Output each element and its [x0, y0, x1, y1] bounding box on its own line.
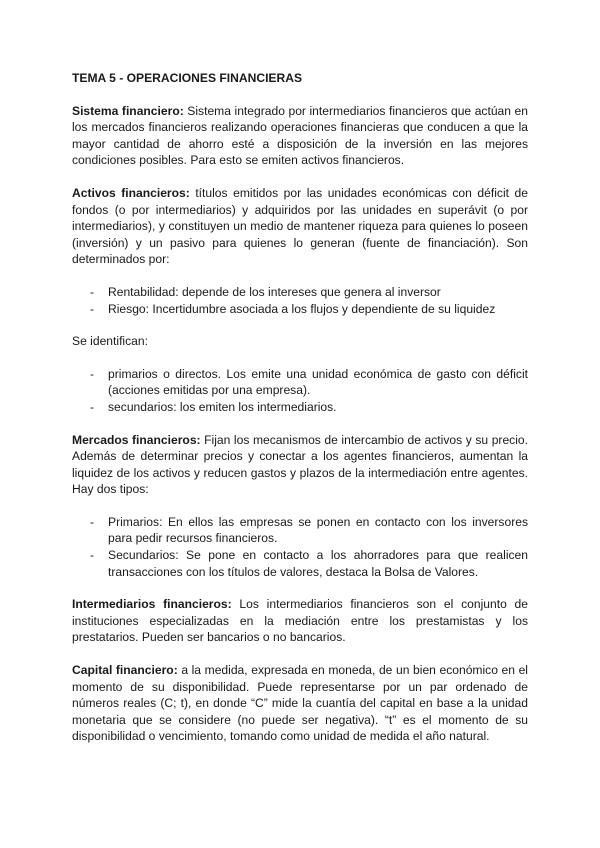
capital-financiero-paragraph	[72, 662, 528, 745]
intermediarios-financieros-paragraph	[72, 596, 528, 646]
list-item-text: primarios o directos. Los emite una unidad económica de gasto con déficit (acciones emitidas por una empresa).	[108, 366, 528, 398]
list-item-text: Primarios: En ellos las empresas se ponen en contacto con los inversores para pedir recursos financieros.	[108, 514, 528, 546]
list-item	[72, 366, 528, 399]
se-identifican-paragraph: Se identifican:	[72, 334, 148, 349]
activos-financieros-paragraph	[72, 185, 528, 268]
list-item	[72, 547, 528, 580]
mercados-financieros-term: Mercados financieros:	[72, 432, 201, 447]
activos-list	[72, 284, 528, 317]
capital-financiero-text: a la medida, expresada en moneda, de un bien económico en el momento de su disponibilidad. Puede representarse por un par ordenado de números reales (C; t), en donde “C” mide la cuantía del capital en base a la unidad monetaria que se considere (no puede ser negativa). “t” es el momento de su disponibilidad o vencimiento, tomando como unidad de medida el año natural.	[72, 663, 528, 744]
dash-bullet: -	[90, 284, 95, 299]
mercados-list	[72, 514, 528, 580]
activos-financieros-text: títulos emitidos por las unidades económicas con déficit de fondos (o por intermediarios) y adquiridos por las unidades en superávit (o por intermediarios), y constituyen un medio de mantener riqueza para quienes lo poseen (inversión) y un pasivo para quienes lo generan (fuente de financiación). Son determinados por:	[72, 185, 528, 267]
document-page	[72, 70, 528, 761]
list-item-text: Riesgo: Incertidumbre asociada a los flujos y dependiente de su liquidez	[108, 301, 496, 316]
intermediarios-financieros-term: Intermediarios financieros:	[72, 597, 232, 612]
list-item-text: secundarios: los emiten los intermediarios.	[108, 399, 337, 414]
page-title: TEMA 5 - OPERACIONES FINANCIERAS	[72, 71, 303, 85]
dash-bullet: -	[90, 399, 95, 414]
identifican-list	[72, 366, 528, 416]
mercados-financieros-text: Fijan los mecanismos de intercambio de activos y su precio. Además de determinar precios y conectar a los agentes financieros, aumentan la liquidez de los activos y reducen gastos y plazos de la intermediación entre agentes. Hay dos tipos:	[72, 432, 528, 497]
sistema-financiero-term: Sistema financiero:	[72, 103, 184, 118]
list-item	[72, 301, 528, 318]
dash-bullet: -	[90, 366, 95, 381]
list-item	[72, 284, 528, 301]
sistema-financiero-text: Sistema integrado por intermediarios financieros que actúan en los mercados financieros realizando operaciones financieras que conducen a que la mayor cantidad de ahorro esté a disposición de la inversión en las mejores condiciones posibles. Para esto se emiten activos financieros.	[72, 103, 528, 168]
list-item-text: Secundarios: Se pone en contacto a los ahorradores para que realicen transacciones con los títulos de valores, destaca la Bolsa de Valores.	[108, 548, 528, 579]
activos-financieros-term: Activos financieros:	[72, 185, 190, 200]
list-item	[72, 399, 528, 416]
list-item	[72, 514, 528, 547]
dash-bullet: -	[90, 514, 95, 529]
mercados-financieros-paragraph	[72, 432, 528, 498]
list-item-text: Rentabilidad: depende de los intereses que genera al inversor	[108, 284, 441, 299]
sistema-financiero-paragraph	[72, 103, 528, 169]
capital-financiero-term: Capital financiero:	[72, 663, 178, 678]
intermediarios-financieros-text: Los intermediarios financieros son el conjunto de instituciones especializadas en la mediación entre los prestamistas y los prestatarios. Pueden ser bancarios o no bancarios.	[72, 597, 529, 645]
dash-bullet: -	[90, 548, 95, 563]
dash-bullet: -	[90, 301, 95, 316]
